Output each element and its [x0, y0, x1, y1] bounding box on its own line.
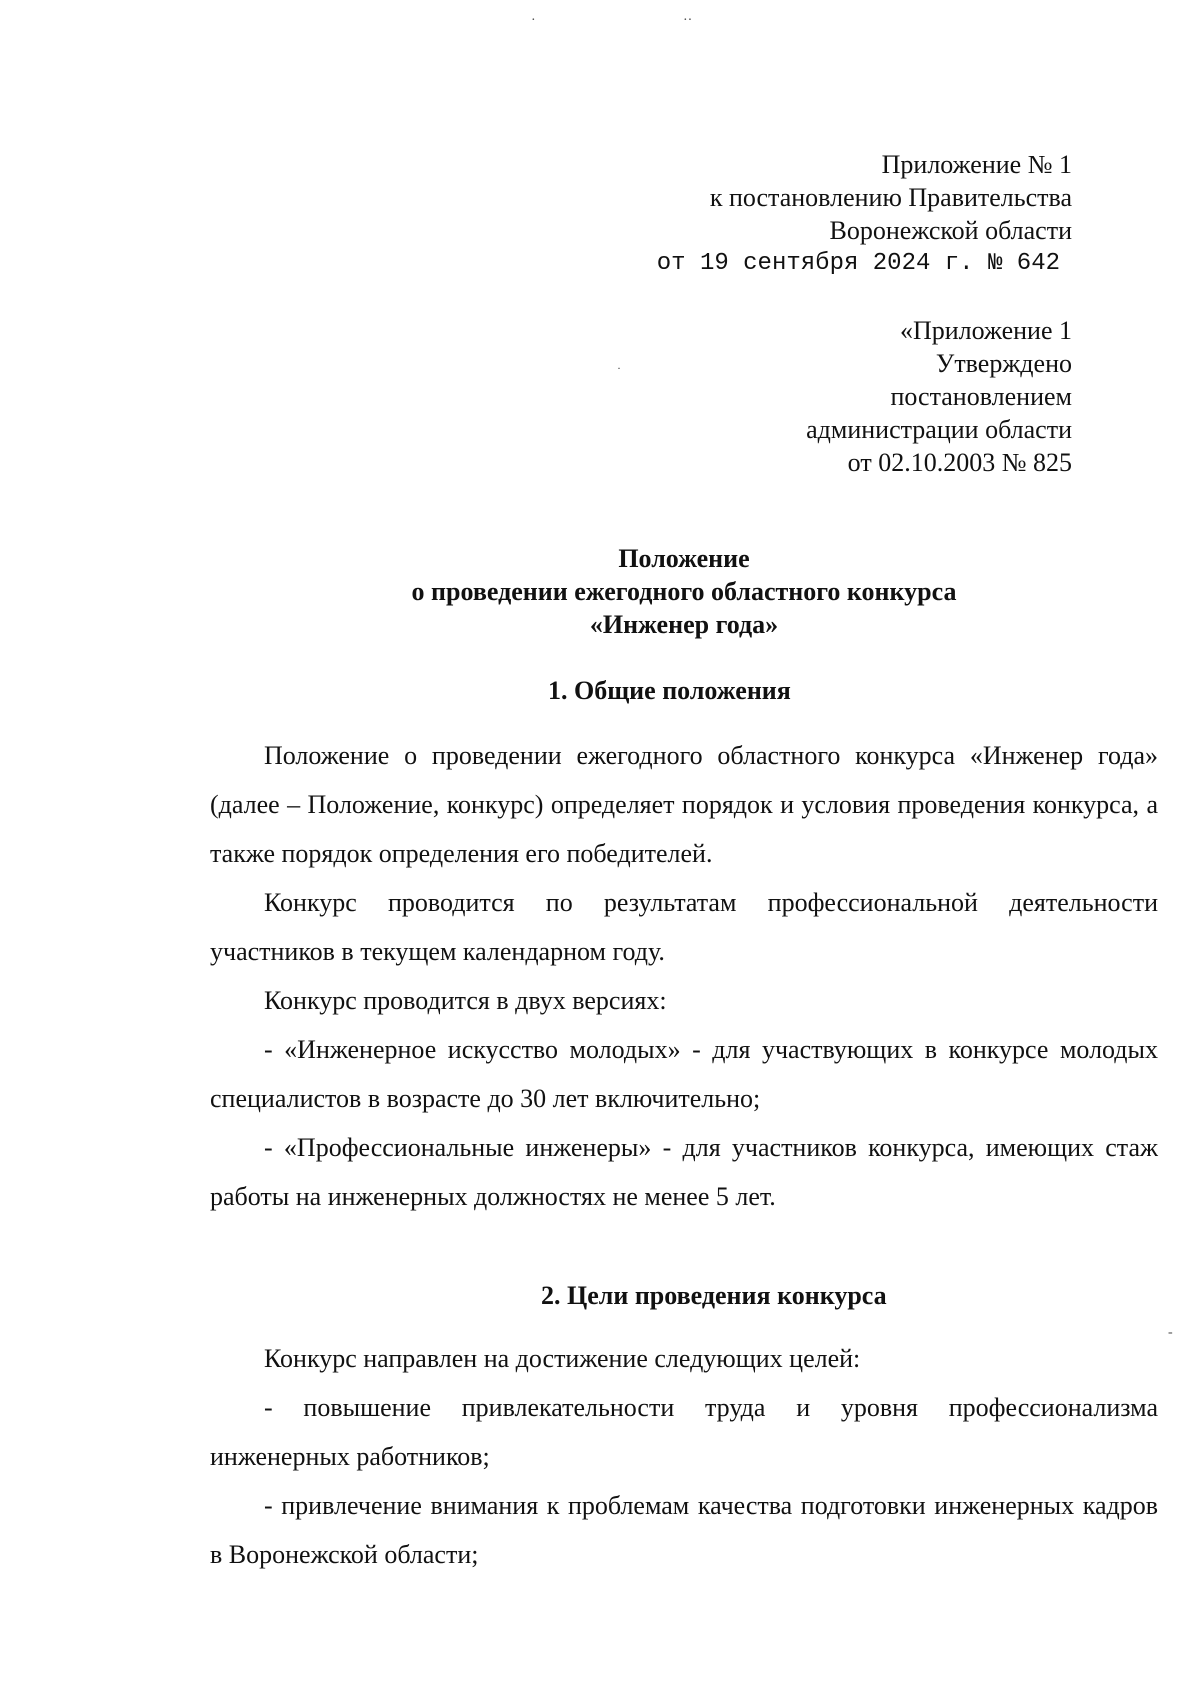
section-2-heading: 2. Цели проведения конкурса	[541, 1281, 887, 1310]
appendix-line: Воронежской области	[829, 216, 1072, 245]
paragraph: Положение о проведении ежегодного областного конкурса «Инженер года» (далее – Положение, конкурс) определяет порядок и условия проведения конкурса, а также порядок определения его победителей.	[210, 741, 1158, 868]
approval-stamp-text	[806, 314, 1072, 479]
scan-speck: -	[1168, 1325, 1173, 1340]
document-title	[210, 542, 1158, 641]
approval-line: администрации области	[806, 415, 1072, 444]
approval-line: постановлением	[890, 382, 1072, 411]
title-line: Положение	[618, 544, 750, 573]
list-item: - «Профессиональные инженеры» - для участников конкурса, имеющих стаж работы на инженерных должностях не менее 5 лет.	[210, 1133, 1158, 1211]
paragraph: Конкурс направлен на достижение следующих целей:	[264, 1344, 861, 1373]
list-item: - привлечение внимания к проблемам качества подготовки инженерных кадров в Воронежской области;	[210, 1491, 1158, 1569]
appendix-header	[657, 148, 1072, 280]
appendix-line: Приложение № 1	[881, 150, 1072, 179]
section-1-heading: 1. Общие положения	[548, 676, 791, 705]
section-2-body	[210, 1334, 1158, 1579]
title-line: «Инженер года»	[589, 610, 779, 639]
list-item: - повышение привлекательности труда и уровня профессионализма инженерных работников;	[210, 1393, 1158, 1471]
paragraph: Конкурс проводится в двух версиях:	[264, 986, 667, 1015]
scan-speck: ·	[531, 13, 536, 28]
approval-line: от 02.10.2003 № 825	[847, 448, 1072, 477]
paragraph: Конкурс проводится по результатам профессиональной деятельности участников в текущем календарном году.	[210, 888, 1158, 966]
scan-speck: ··	[683, 13, 693, 28]
approval-line: «Приложение 1	[899, 316, 1072, 345]
decree-reference: от 19 сентября 2024 г. № 642	[656, 250, 1060, 277]
approval-line: Утверждено	[935, 349, 1072, 378]
section-1-body	[210, 731, 1158, 1221]
title-line: о проведении ежегодного областного конкурса	[411, 577, 957, 606]
appendix-line: к постановлению Правительства	[709, 183, 1072, 212]
scan-speck: ·	[617, 361, 621, 375]
list-item: - «Инженерное искусство молодых» - для участвующих в конкурсе молодых специалистов в возрасте до 30 лет включительно;	[210, 1035, 1158, 1113]
